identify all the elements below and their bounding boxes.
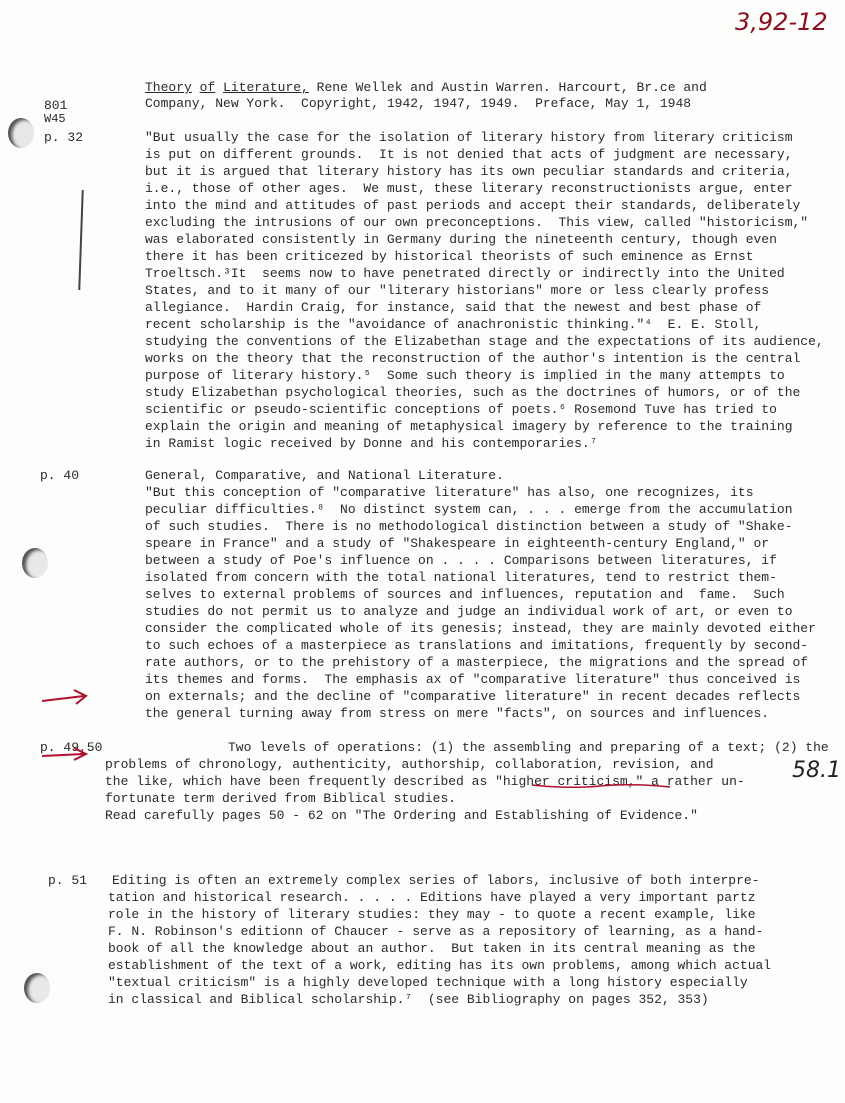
page-reference: p. 32 — [44, 130, 84, 145]
text-line: but it is argued that literary history has its own peculiar standards and criteria, — [145, 164, 793, 179]
text-line: rate authors, or to the prehistory of a masterpiece, the migrations and the spread of — [145, 655, 809, 670]
text-line: Editing is often an extremely complex series of labors, inclusive of both interpre- — [112, 873, 760, 888]
text-line: i.e., those of other ages. We must, these literary reconstructionists argue, enter — [145, 181, 793, 196]
text-line: problems of chronology, authenticity, authorship, collaboration, revision, and — [105, 757, 714, 772]
text-line: speare in France" and a study of "Shakespeare in eighteenth-century England," or — [145, 536, 770, 551]
text-line: isolated from concern with the total national literatures, tend to restrict them- — [145, 570, 777, 585]
call-number-1: 801 — [44, 98, 68, 113]
punch-hole — [22, 548, 48, 578]
text-line: peculiar difficulties.⁸ No distinct system can, . . . emerge from the accumulation — [145, 502, 793, 517]
citation-line-1 — [145, 79, 707, 96]
text-line: into the mind and attitudes of past periods and accept their standards, deliberately — [145, 198, 801, 213]
text-line: allegiance. Hardin Craig, for instance, said that the newest and best phase of — [145, 300, 762, 315]
text-line: works on the theory that the reconstruction of the author's intention is the central — [145, 351, 801, 366]
text-line: States, and to it many of our "literary historians" more or less clearly profess — [145, 283, 770, 298]
text-line: scientific or pseudo-scientific conceptions of poets.⁶ Rosemond Tuve has tried to — [145, 402, 777, 417]
text-line: Two levels of operations: (1) the assembling and preparing of a text; (2) the — [228, 740, 829, 755]
text-line: "But usually the case for the isolation of literary history from literary criticism — [145, 130, 793, 145]
text-line: book of all the knowledge about an author. But taken in its central meaning as the — [108, 941, 756, 956]
citation-line-2: Company, New York. Copyright, 1942, 1947, 1949. Preface, May 1, 1948 — [145, 96, 692, 111]
margin-line-mark — [78, 190, 83, 290]
text-line: study Elizabethan psychological theories, such as the doctrines of humors, or of the — [145, 385, 801, 400]
text-line: Read carefully pages 50 - 62 on "The Ordering and Establishing of Evidence." — [105, 808, 698, 823]
text-line: to such echoes of a masterpiece as translations and imitations, frequently by second- — [145, 638, 809, 653]
text-line: "textual criticism" is a highly developed technique with a long history especially — [108, 975, 748, 990]
page-reference: p. 49,50 — [40, 740, 103, 755]
text-line: General, Comparative, and National Literature. — [145, 468, 504, 483]
text-line: "But this conception of "comparative literature" has also, one recognizes, its — [145, 485, 754, 500]
title-word: Theory — [145, 80, 192, 95]
call-number-2: W45 — [44, 112, 66, 126]
text-line: consider the complicated whole of its genesis; instead, they are mainly devoted either — [145, 621, 816, 636]
text-line: F. N. Robinson's editionn of Chaucer - serve as a repository of learning, as a hand- — [108, 924, 764, 939]
text-line: studying the conventions of the Elizabethan stage and the expectations of its audience, — [145, 334, 824, 349]
text-line: was elaborated consistently in Germany during the nineteenth century, though even — [145, 232, 777, 247]
text-line: recent scholarship is the "avoidance of anachronistic thinking."⁴ E. E. Stoll, — [145, 317, 762, 332]
text-line: of such studies. There is no methodological distinction between a study of "Shake- — [145, 519, 793, 534]
text-line: on externals; and the decline of "comparative literature" in recent decades reflects — [145, 689, 801, 704]
text-line: excluding the intrusions of our own preconceptions. This view, called "historicism," — [145, 215, 809, 230]
text-line: fortunate term derived from Biblical studies. — [105, 791, 457, 806]
citation-authors: Rene Wellek and Austin Warren. Harcourt, Br.ce and — [308, 80, 707, 95]
page-reference: p. 40 — [40, 468, 80, 483]
text-line: tation and historical research. . . . . Editions have played a very important partz — [108, 890, 756, 905]
text-line: role in the history of literary studies: they may - to quote a recent example, like — [108, 907, 756, 922]
title-word: Literature, — [223, 80, 309, 95]
text-line: its themes and forms. The emphasis ax of "comparative literature" thus conceived is — [145, 672, 801, 687]
text-line: there it has been criticezed by historical theorists of such eminence as Ernst — [145, 249, 754, 264]
red-arrow-icon — [40, 688, 90, 708]
page-reference: p. 51 — [48, 873, 88, 888]
text-line: the like, which have been frequently described as "higher criticism," a rather un- — [105, 774, 745, 789]
punch-hole — [8, 118, 34, 148]
red-arrow-icon — [40, 745, 90, 765]
text-line: establishment of the text of a work, editing has its own problems, among which actual — [108, 958, 772, 973]
text-line: in Ramist logic received by Donne and his contemporaries.⁷ — [145, 436, 598, 451]
text-line: the general turning away from stress on mere "facts", on sources and influences. — [145, 706, 770, 721]
handwritten-margin-note: 58.1 — [792, 758, 841, 783]
red-underline — [530, 781, 680, 791]
text-line: is put on different grounds. It is not denied that acts of judgment are necessary, — [145, 147, 793, 162]
title-word: of — [199, 80, 216, 95]
handwritten-file-number: 3,92-12 — [735, 8, 828, 36]
text-line: in classical and Biblical scholarship.⁷ (see Bibliography on pages 352, 353) — [108, 992, 709, 1007]
text-line: Troeltsch.³It seems now to have penetrated directly or indirectly into the United — [145, 266, 785, 281]
text-line: explain the origin and meaning of metaphysical imagery by reference to the training — [145, 419, 793, 434]
text-line: selves to external problems of sources and influences, reputation and fame. Such — [145, 587, 785, 602]
text-line: purpose of literary history.⁵ Some such theory is implied in the many attempts to — [145, 368, 785, 383]
text-line: between a study of Poe's influence on . . . . Comparisons between literatures, if — [145, 553, 777, 568]
text-line: studies do not permit us to analyze and judge an individual work of art, or even to — [145, 604, 793, 619]
punch-hole — [24, 973, 50, 1003]
